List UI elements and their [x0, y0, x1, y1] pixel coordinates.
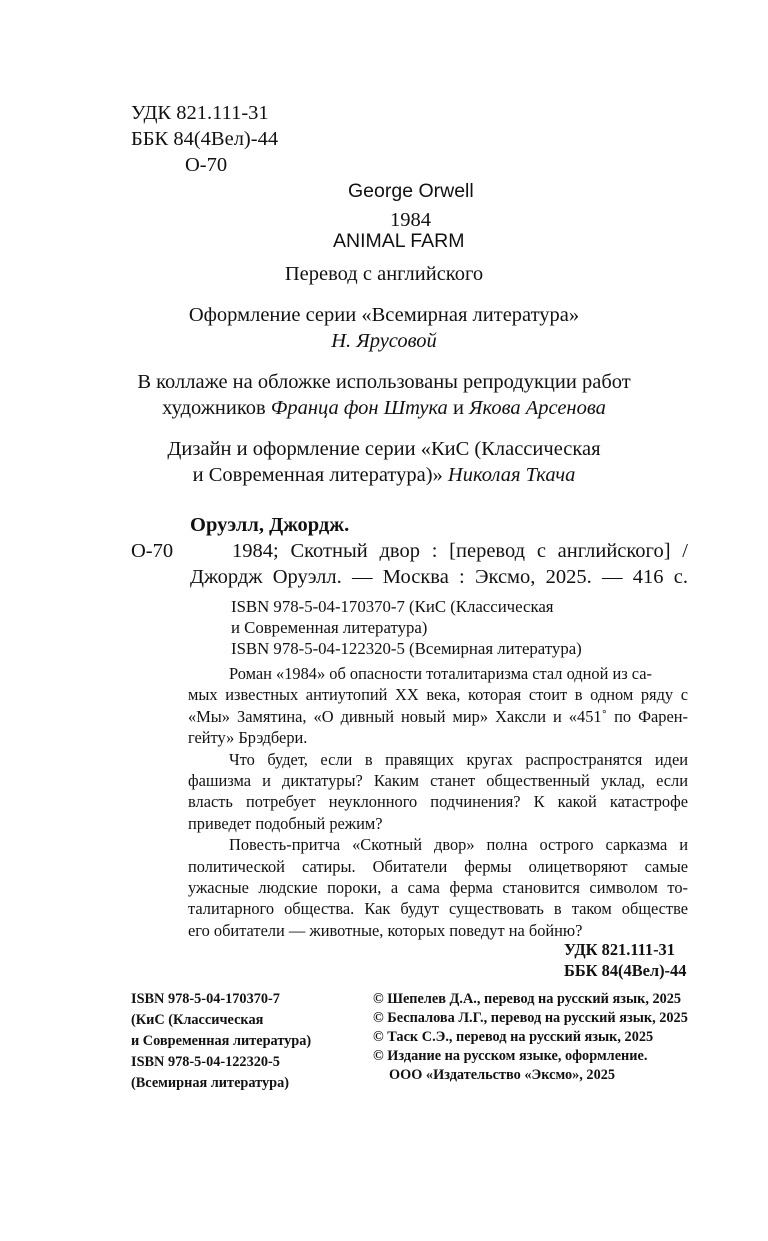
copyright-line: © Таск С.Э., перевод на русский язык, 2025	[373, 1029, 654, 1045]
isbn-block-line: ISBN 978-5-04-122320-5	[131, 1054, 280, 1070]
annotation-line: Повесть-притча «Скотный двор» полна острого сарказма и	[229, 835, 688, 855]
isbn-line: ISBN 978-5-04-170370-7 (КиС (Классическая	[231, 597, 554, 616]
annotation-line: Роман «1984» об опасности тоталитаризма стал одной из са-	[229, 664, 653, 683]
series-designer-name: Н. Ярусовой	[331, 330, 437, 352]
copyright-line: ООО «Издательство «Эксмо», 2025	[389, 1067, 616, 1083]
original-author: George Orwell	[348, 180, 474, 202]
annotation-line: власть потребует неуклонного подчинения? К какой катастрофе	[188, 792, 688, 812]
annotation-line: Что будет, если в правящих кругах распространятся идеи	[229, 749, 688, 769]
artist-name: Франца фон Штука	[270, 397, 448, 419]
bibliographic-heading: Оруэлл, Джордж.	[190, 514, 350, 536]
copyright-line: © Шепелев Д.А., перевод на русский язык, 2025	[373, 991, 682, 1007]
isbn-block-line: (Всемирная литература)	[131, 1075, 289, 1091]
bottom-bbk-code: ББК 84(4Вел)-44	[564, 961, 687, 980]
isbn-block-line: ISBN 978-5-04-170370-7	[131, 991, 280, 1007]
copyright-line: © Издание на русском языке, оформление.	[373, 1048, 648, 1064]
bibliographic-line-1: 1984; Скотный двор : [перевод с английского] /	[232, 540, 688, 562]
annotation-line: гейту» Брэдбери.	[188, 728, 308, 748]
annotation-line: фашизма и диктатуры? Каким станет общественный уклад, если	[188, 771, 688, 790]
copyright-line: © Беспалова Л.Г., перевод на русский язык, 2025	[373, 1010, 688, 1026]
designer-name: Николая Ткача	[447, 464, 576, 486]
author-mark: О-70	[185, 154, 228, 176]
annotation-line: «Мы» Замятина, «О дивный новый мир» Хаксли и «451˚ по Фарен-	[188, 706, 688, 726]
isbn-line: ISBN 978-5-04-122320-5 (Всемирная литература)	[231, 639, 582, 658]
isbn-block-line: и Современная литература)	[131, 1033, 312, 1049]
original-title-animal-farm: ANIMAL FARM	[333, 230, 465, 252]
kis-design-prefix: и Современная литература)»	[192, 464, 448, 486]
isbn-line: и Современная литература)	[231, 618, 428, 637]
original-title-1984: 1984	[390, 209, 431, 231]
bbk-code: ББК 84(4Вел)-44	[131, 128, 279, 150]
annotation-line: приведет подобный режим?	[188, 813, 383, 833]
annotation-line: мых известных антиутопий XX века, которая стоит в одном ряду с	[188, 685, 688, 705]
annotation-line: ужасные людские пороки, а сама ферма становится символом то-	[188, 878, 688, 897]
bottom-udk-code: УДК 821.111-31	[564, 940, 675, 959]
translation-note: Перевод с английского	[284, 263, 484, 285]
udk-code: УДК 821.111-31	[131, 102, 269, 124]
conjunction: и	[447, 397, 470, 419]
bibliographic-line-2: Джордж Оруэлл. — Москва : Эксмо, 2025. — 416 с.	[190, 566, 688, 588]
kis-design-credit	[0, 462, 768, 488]
annotation-line: его обитатели — животные, которых поведут на бойню?	[188, 920, 583, 940]
bibliographic-mark: О-70	[131, 540, 174, 562]
annotation-line: политической сатиры. Обитатели фермы олицетворяют самые	[188, 856, 688, 876]
cover-collage-artists	[0, 395, 768, 421]
annotation-line: талитарного общества. Как будут существовать в таком обществе	[188, 899, 688, 919]
kis-design-line: Дизайн и оформление серии «КиС (Классическая	[167, 438, 601, 460]
series-design-line: Оформление серии «Всемирная литература»	[188, 304, 580, 326]
cover-collage-line: В коллаже на обложке использованы репродукции работ	[137, 371, 631, 393]
cover-collage-prefix: художников	[162, 397, 271, 419]
isbn-block-line: (КиС (Классическая	[131, 1012, 264, 1028]
artist-name: Якова Арсенова	[469, 397, 606, 419]
